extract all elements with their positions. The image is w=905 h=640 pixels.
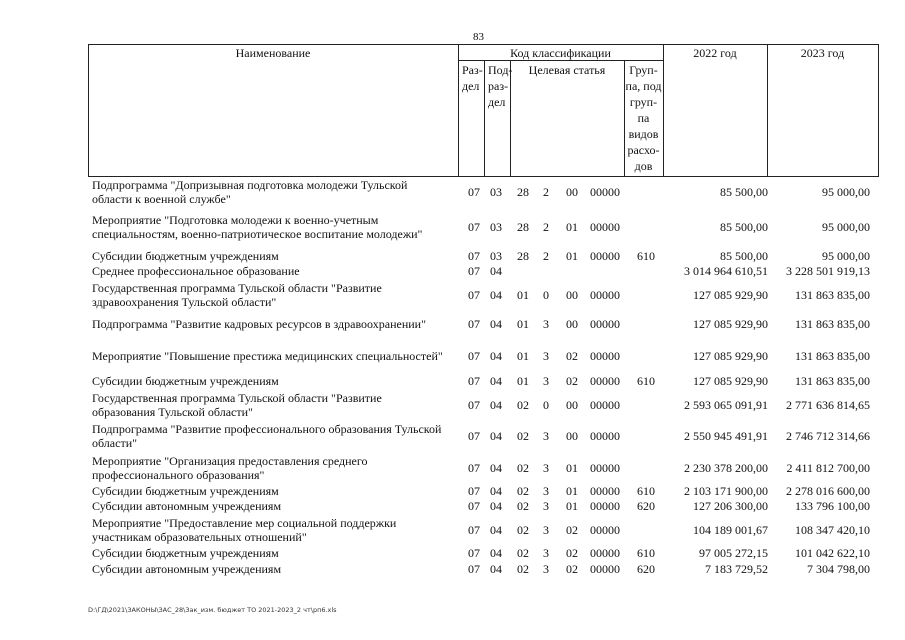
- row-name-line: Мероприятие "Предоставление мер социальной поддержки: [92, 516, 397, 530]
- cell-cs3: 02: [566, 374, 578, 388]
- cell-podrazdel: 04: [490, 523, 502, 537]
- row-name-line: области к военной службе": [92, 192, 231, 206]
- cell-2022: 85 500,00: [720, 220, 768, 234]
- header-bottom-border: [88, 176, 878, 177]
- cell-podrazdel: 03: [490, 249, 502, 263]
- cell-cs3: 02: [566, 349, 578, 363]
- cell-cs4: 00000: [590, 546, 620, 560]
- header-code: Код классификации: [510, 46, 611, 60]
- cell-cs4: 00000: [590, 484, 620, 498]
- cell-podrazdel: 04: [490, 398, 502, 412]
- cell-razdel: 07: [468, 349, 480, 363]
- cell-podrazdel: 04: [490, 264, 502, 278]
- row-name-line: Субсидии бюджетным учреждениям: [92, 546, 279, 560]
- header-2022: 2022 год: [693, 46, 737, 60]
- cell-cs1: 02: [517, 499, 529, 513]
- row-name: [92, 249, 452, 263]
- cell-razdel: 07: [468, 523, 480, 537]
- cell-razdel: 07: [468, 562, 480, 576]
- cell-2022: 127 085 929,90: [693, 317, 768, 331]
- cell-razdel: 07: [468, 220, 480, 234]
- cell-cs4: 00000: [590, 562, 620, 576]
- col-line: [458, 44, 459, 177]
- cell-2023: 3 228 501 919,13: [786, 264, 870, 278]
- header-name: Наименование: [235, 46, 311, 60]
- cell-group: 610: [637, 249, 655, 263]
- cell-cs2: 2: [543, 220, 549, 234]
- cell-cs1: 28: [517, 249, 529, 263]
- cell-group: 620: [637, 562, 655, 576]
- cell-2023: 2 771 636 814,65: [786, 398, 870, 412]
- cell-podrazdel: 04: [490, 429, 502, 443]
- cell-cs1: 01: [517, 317, 529, 331]
- row-name-line: участникам образовательных отношений": [92, 530, 307, 544]
- row-name: [92, 562, 452, 576]
- cell-2023: 131 863 835,00: [795, 349, 870, 363]
- cell-cs2: 3: [543, 499, 549, 513]
- cell-razdel: 07: [468, 249, 480, 263]
- cell-razdel: 07: [468, 374, 480, 388]
- cell-podrazdel: 04: [490, 288, 502, 302]
- row-name: [92, 264, 452, 278]
- cell-cs4: 00000: [590, 185, 620, 199]
- cell-cs3: 00: [566, 317, 578, 331]
- cell-2023: 133 796 100,00: [795, 499, 870, 513]
- header-group-line: дов: [634, 159, 653, 173]
- header-razdel-line: дел: [462, 79, 480, 93]
- row-name-line: профессионального образования": [92, 468, 265, 482]
- row-name-line: Мероприятие "Повышение престижа медицинских специальностей": [92, 349, 443, 363]
- cell-cs2: 3: [543, 429, 549, 443]
- cell-razdel: 07: [468, 317, 480, 331]
- cell-2022: 127 085 929,90: [693, 288, 768, 302]
- cell-2022: 85 500,00: [720, 185, 768, 199]
- cell-cs3: 02: [566, 562, 578, 576]
- cell-2023: 2 411 812 700,00: [786, 461, 870, 475]
- col-line: [88, 44, 89, 177]
- row-name-line: Субсидии бюджетным учреждениям: [92, 249, 279, 263]
- cell-cs1: 28: [517, 185, 529, 199]
- cell-cs4: 00000: [590, 523, 620, 537]
- cell-podrazdel: 04: [490, 484, 502, 498]
- row-name-line: Субсидии автономным учреждениям: [92, 562, 282, 576]
- cell-cs2: 0: [543, 288, 549, 302]
- row-name: [92, 374, 452, 388]
- file-path-footer: D:\ГД\2021\ЗАКОНЫ\ЗАС_28\Зак_изм. бюджет ТО 2021-2023_2 чт\рп6.xls: [88, 606, 337, 614]
- header-group: [624, 62, 663, 174]
- cell-2022: 127 085 929,90: [693, 374, 768, 388]
- cell-2023: 108 347 420,10: [795, 523, 870, 537]
- header-group-line: Груп-: [629, 63, 658, 77]
- cell-cs1: 02: [517, 429, 529, 443]
- col-line: [878, 44, 879, 177]
- row-name: [92, 499, 452, 513]
- cell-2022: 2 103 171 900,00: [684, 484, 768, 498]
- cell-podrazdel: 04: [490, 499, 502, 513]
- cell-cs3: 01: [566, 220, 578, 234]
- row-name-line: Субсидии бюджетным учреждениям: [92, 374, 279, 388]
- row-name-line: образования Тульской области": [92, 405, 253, 419]
- cell-cs3: 00: [566, 429, 578, 443]
- col-line: [767, 44, 768, 177]
- row-name: [92, 516, 452, 544]
- row-name-line: специальностям, военно-патриотическое воспитание молодежи": [92, 227, 423, 241]
- cell-cs3: 00: [566, 288, 578, 302]
- cell-podrazdel: 04: [490, 349, 502, 363]
- cell-cs2: 3: [543, 562, 549, 576]
- header-group-line: па: [637, 111, 650, 125]
- cell-2023: 101 042 622,10: [795, 546, 870, 560]
- cell-cs1: 02: [517, 562, 529, 576]
- cell-podrazdel: 04: [490, 374, 502, 388]
- cell-cs3: 02: [566, 546, 578, 560]
- cell-2022: 85 500,00: [720, 249, 768, 263]
- cell-2022: 104 189 001,67: [693, 523, 768, 537]
- cell-cs4: 00000: [590, 249, 620, 263]
- cell-cs1: 28: [517, 220, 529, 234]
- cell-cs3: 01: [566, 499, 578, 513]
- cell-razdel: 07: [468, 429, 480, 443]
- row-name-line: Среднее профессиональное образование: [92, 264, 300, 278]
- cell-podrazdel: 03: [490, 220, 502, 234]
- cell-cs4: 00000: [590, 374, 620, 388]
- header-podrazdel-line: дел: [488, 95, 506, 109]
- row-name-line: Подпрограмма "Допризывная подготовка молодежи Тульской: [92, 178, 408, 192]
- cell-cs2: 3: [543, 523, 549, 537]
- cell-2023: 131 863 835,00: [795, 317, 870, 331]
- cell-cs4: 00000: [590, 349, 620, 363]
- cell-podrazdel: 04: [490, 546, 502, 560]
- row-name: [92, 391, 452, 419]
- header-group-line: па, под: [625, 79, 662, 93]
- header-razdel-line: Раз-: [462, 63, 483, 77]
- cell-podrazdel: 04: [490, 562, 502, 576]
- row-name: [92, 484, 452, 498]
- cell-cs4: 00000: [590, 398, 620, 412]
- cell-2023: 2 278 016 600,00: [786, 484, 870, 498]
- cell-cs3: 00: [566, 398, 578, 412]
- row-name: [92, 281, 452, 309]
- cell-cs3: 01: [566, 461, 578, 475]
- col-line: [484, 60, 485, 177]
- cell-podrazdel: 04: [490, 317, 502, 331]
- header-target: Целевая статья: [528, 63, 606, 77]
- cell-2022: 2 550 945 491,91: [684, 429, 768, 443]
- cell-cs2: 2: [543, 185, 549, 199]
- cell-2023: 7 304 798,00: [807, 562, 870, 576]
- cell-cs2: 3: [543, 546, 549, 560]
- cell-cs2: 3: [543, 317, 549, 331]
- row-name-line: Государственная программа Тульской области "Развитие: [92, 391, 382, 405]
- cell-cs1: 01: [517, 349, 529, 363]
- cell-cs1: 01: [517, 374, 529, 388]
- cell-cs4: 00000: [590, 220, 620, 234]
- page-number: 83: [473, 31, 484, 43]
- cell-razdel: 07: [468, 499, 480, 513]
- row-name: [92, 349, 452, 363]
- cell-razdel: 07: [468, 461, 480, 475]
- cell-cs3: 00: [566, 185, 578, 199]
- row-name: [92, 213, 452, 241]
- header-group-line: груп-: [629, 95, 658, 109]
- cell-cs4: 00000: [590, 317, 620, 331]
- cell-podrazdel: 04: [490, 461, 502, 475]
- cell-2022: 3 014 964 610,51: [684, 264, 768, 278]
- cell-cs4: 00000: [590, 499, 620, 513]
- cell-cs4: 00000: [590, 288, 620, 302]
- row-name: [92, 454, 452, 482]
- row-name: [92, 317, 452, 331]
- cell-razdel: 07: [468, 264, 480, 278]
- cell-razdel: 07: [468, 398, 480, 412]
- cell-cs4: 00000: [590, 429, 620, 443]
- cell-2022: 2 230 378 200,00: [684, 461, 768, 475]
- cell-cs2: 3: [543, 461, 549, 475]
- cell-podrazdel: 03: [490, 185, 502, 199]
- table-header: [88, 44, 878, 177]
- cell-group: 610: [637, 484, 655, 498]
- row-name: [92, 178, 452, 206]
- header-podrazdel-line: раз-: [488, 79, 509, 93]
- header-group-line: видов: [628, 127, 659, 141]
- row-name: [92, 422, 452, 450]
- cell-group: 610: [637, 546, 655, 560]
- row-name-line: Подпрограмма "Развитие кадровых ресурсов в здравоохранении": [92, 317, 426, 331]
- row-name-line: Мероприятие "Подготовка молодежи к военно-учетным: [92, 213, 379, 227]
- row-name-line: Субсидии автономным учреждениям: [92, 499, 282, 513]
- cell-cs2: 3: [543, 374, 549, 388]
- cell-cs1: 02: [517, 546, 529, 560]
- header-podrazdel: [488, 62, 512, 110]
- cell-2023: 131 863 835,00: [795, 288, 870, 302]
- row-name: [92, 546, 452, 560]
- cell-razdel: 07: [468, 546, 480, 560]
- cell-2022: 127 085 929,90: [693, 349, 768, 363]
- cell-cs2: 0: [543, 398, 549, 412]
- cell-cs1: 01: [517, 288, 529, 302]
- cell-razdel: 07: [468, 185, 480, 199]
- cell-cs3: 01: [566, 249, 578, 263]
- cell-cs4: 00000: [590, 461, 620, 475]
- cell-2023: 131 863 835,00: [795, 374, 870, 388]
- cell-2022: 2 593 065 091,91: [684, 398, 768, 412]
- row-name-line: Подпрограмма "Развитие профессионального образования Тульской: [92, 422, 442, 436]
- cell-2023: 2 746 712 314,66: [786, 429, 870, 443]
- cell-2022: 97 005 272,15: [699, 546, 768, 560]
- cell-2022: 127 206 300,00: [693, 499, 768, 513]
- row-name-line: здравоохранения Тульской области": [92, 295, 277, 309]
- header-group-line: расхо-: [627, 143, 660, 157]
- cell-razdel: 07: [468, 288, 480, 302]
- cell-2023: 95 000,00: [822, 220, 870, 234]
- header-razdel: [462, 62, 483, 94]
- cell-cs3: 01: [566, 484, 578, 498]
- cell-cs2: 2: [543, 249, 549, 263]
- cell-razdel: 07: [468, 484, 480, 498]
- cell-cs1: 02: [517, 523, 529, 537]
- header-2023: 2023 год: [800, 46, 845, 60]
- row-name-line: области": [92, 436, 138, 450]
- cell-group: 610: [637, 374, 655, 388]
- cell-cs2: 3: [543, 349, 549, 363]
- row-name-line: Мероприятие "Организация предоставления среднего: [92, 454, 368, 468]
- cell-cs1: 02: [517, 484, 529, 498]
- cell-2023: 95 000,00: [822, 185, 870, 199]
- cell-cs3: 02: [566, 523, 578, 537]
- row-name-line: Субсидии бюджетным учреждениям: [92, 484, 279, 498]
- cell-cs1: 02: [517, 398, 529, 412]
- cell-2023: 95 000,00: [822, 249, 870, 263]
- cell-group: 620: [637, 499, 655, 513]
- cell-cs1: 02: [517, 461, 529, 475]
- col-line: [663, 44, 664, 177]
- header-podrazdel-line: Под-: [488, 63, 513, 77]
- cell-2022: 7 183 729,52: [705, 562, 768, 576]
- cell-cs2: 3: [543, 484, 549, 498]
- row-name-line: Государственная программа Тульской области "Развитие: [92, 281, 382, 295]
